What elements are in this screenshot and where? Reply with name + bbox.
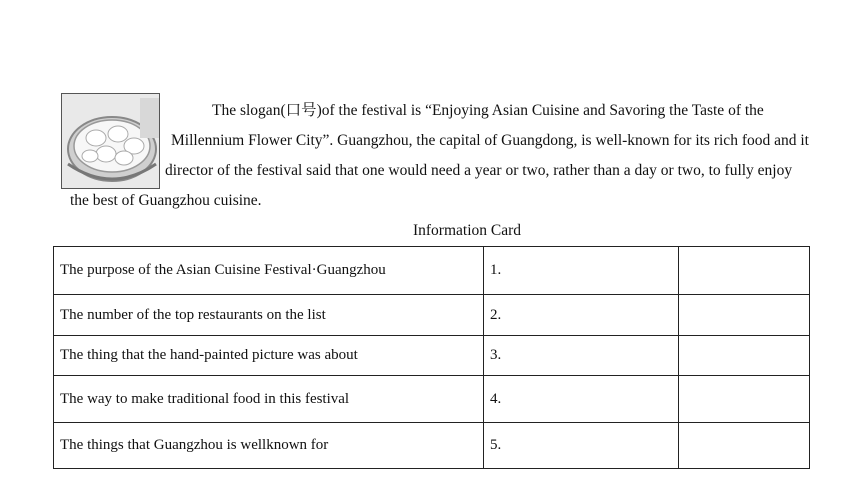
answer-cell[interactable] — [679, 336, 810, 376]
number-cell: 3. — [484, 336, 679, 376]
question-cell: The things that Guangzhou is wellknown for — [54, 423, 484, 469]
passage-line-3: director of the festival said that one would need a year or two, rather than a day or two, to fully enjoy — [165, 162, 793, 179]
table-row — [54, 423, 810, 469]
number-cell: 5. — [484, 423, 679, 469]
table-row — [54, 336, 810, 376]
table-row — [54, 376, 810, 423]
answer-cell[interactable] — [679, 376, 810, 423]
number-cell: 1. — [484, 247, 679, 295]
passage-line-4: the best of Guangzhou cuisine. — [70, 192, 262, 209]
question-cell: The number of the top restaurants on the list — [54, 295, 484, 336]
dim-sum-photo — [61, 93, 160, 189]
answer-cell[interactable] — [679, 247, 810, 295]
answer-cell[interactable] — [679, 423, 810, 469]
answer-cell[interactable] — [679, 295, 810, 336]
question-cell: The purpose of the Asian Cuisine Festival·Guangzhou — [54, 247, 484, 295]
table-row — [54, 295, 810, 336]
question-cell: The thing that the hand-painted picture was about — [54, 336, 484, 376]
passage-line-2: Millennium Flower City”. Guangzhou, the capital of Guangdong, is well-known for its rich food and it — [171, 132, 809, 149]
question-cell: The way to make traditional food in this festival — [54, 376, 484, 423]
number-cell: 2. — [484, 295, 679, 336]
information-card-table — [53, 246, 810, 469]
table-row — [54, 247, 810, 295]
number-cell: 4. — [484, 376, 679, 423]
card-title: Information Card — [412, 222, 522, 239]
steamer-image — [62, 94, 159, 188]
passage-line-1: The slogan(口号)of the festival is “Enjoying Asian Cuisine and Savoring the Taste of the — [212, 102, 764, 119]
